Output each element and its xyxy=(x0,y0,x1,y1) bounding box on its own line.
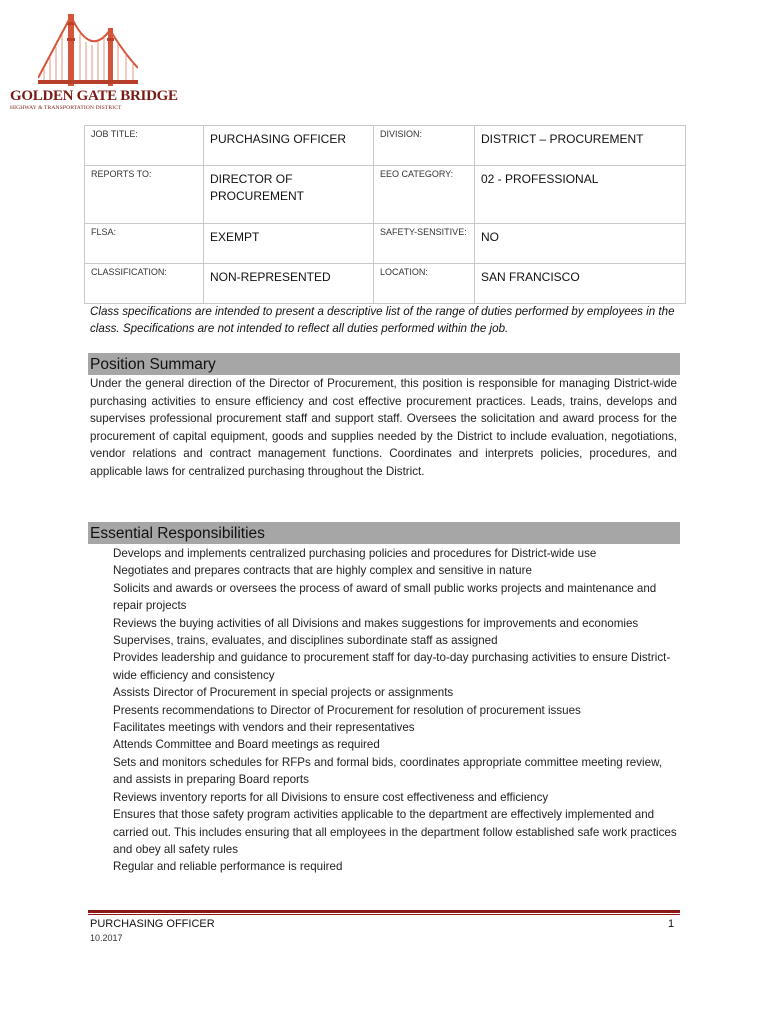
eeo-category-value: 02 - PROFESSIONAL xyxy=(475,166,686,224)
list-item: Sets and monitors schedules for RFPs and formal bids, coordinates appropriate committee meeting review, and assists in preparing Board reports xyxy=(113,755,663,787)
list-item: Negotiates and prepares contracts that are highly complex and sensitive in nature xyxy=(113,564,532,578)
reports-to-label: REPORTS TO: xyxy=(85,166,204,224)
list-item: Attends Committee and Board meetings as required xyxy=(113,738,380,752)
list-item: Develops and implements centralized purchasing policies and procedures for District-wide use xyxy=(113,547,597,560)
list-item: Reviews inventory reports for all Divisions to ensure cost effectiveness and efficiency xyxy=(113,790,549,804)
list-item: Facilitates meetings with vendors and their representatives xyxy=(113,721,415,735)
logo-subtitle: HIGHWAY & TRANSPORTATION DISTRICT xyxy=(10,105,122,111)
list-item: Regular and reliable performance is required xyxy=(113,860,343,874)
essential-responsibilities-heading: Essential Responsibilities xyxy=(88,522,680,544)
safety-sensitive-value: NO xyxy=(475,224,686,264)
list-item: Supervises, trains, evaluates, and disciplines subordinate staff as assigned xyxy=(113,634,498,648)
golden-gate-bridge-icon xyxy=(38,8,138,88)
eeo-category-label: EEO CATEGORY: xyxy=(374,166,475,224)
footer-date: 10.2017 xyxy=(90,933,123,943)
list-item: Solicits and awards or oversees the process of award of small public works projects and maintenance and repair projects xyxy=(113,581,657,613)
table-row xyxy=(85,264,686,304)
job-title-label: JOB TITLE: xyxy=(85,126,204,166)
classification-label: CLASSIFICATION: xyxy=(85,264,204,304)
division-value: DISTRICT – PROCUREMENT xyxy=(475,126,686,166)
position-summary-text: Under the general direction of the Director of Procurement, this position is responsible for managing District-wide purchasing activities to ensure efficiency and cost effective procurement practices. Leads, trains, develops and supervises professional procurement staff and support staff. Oversees the solicitation and award process for the procurement of capital equipment, goods and supplies needed by the District to include evaluation, negotiations, vendor relations and contract management functions. Coordinates and interprets policies, procedures, and applicable laws for centralized purchasing throughout the District. xyxy=(90,377,677,478)
reports-to-value: DIRECTOR OF PROCUREMENT xyxy=(204,166,374,224)
job-info-table xyxy=(84,125,686,304)
page-number: 1 xyxy=(668,918,675,930)
list-item: Presents recommendations to Director of Procurement for resolution of procurement issues xyxy=(113,703,581,717)
classification-value: NON-REPRESENTED xyxy=(204,264,374,304)
district-logo xyxy=(10,8,178,111)
footer-title: PURCHASING OFFICER xyxy=(90,918,215,930)
flsa-value: EXEMPT xyxy=(204,224,374,264)
responsibilities-list xyxy=(113,545,683,876)
division-label: DIVISION: xyxy=(374,126,475,166)
table-row xyxy=(85,166,686,224)
footer-rule xyxy=(88,910,680,913)
safety-sensitive-label: SAFETY-SENSITIVE: xyxy=(374,224,475,264)
job-title-value: PURCHASING OFFICER xyxy=(204,126,374,166)
list-item: Reviews the buying activities of all Divisions and makes suggestions for improvements and economies xyxy=(113,616,639,630)
class-spec-disclaimer: Class specifications are intended to present a descriptive list of the range of duties performed by employees in the class. Specifications are not intended to reflect all duties performed within the job. xyxy=(90,305,675,335)
table-row xyxy=(85,126,686,166)
flsa-label: FLSA: xyxy=(85,224,204,264)
list-item: Ensures that those safety program activities applicable to the department are effectively implemented and carried out. This includes ensuring that all employees in the department follow established safe work practices and obey all safety rules xyxy=(113,808,677,856)
footer-rule-thin xyxy=(88,914,680,915)
position-summary-heading: Position Summary xyxy=(88,353,680,375)
location-value: SAN FRANCISCO xyxy=(475,264,686,304)
table-row xyxy=(85,224,686,264)
list-item: Assists Director of Procurement in special projects or assignments xyxy=(113,686,454,700)
location-label: LOCATION: xyxy=(374,264,475,304)
list-item: Provides leadership and guidance to procurement staff for day-to-day purchasing activities to ensure District-wide efficiency and consistency xyxy=(113,651,671,682)
logo-name: GOLDEN GATE BRIDGE xyxy=(10,88,178,104)
